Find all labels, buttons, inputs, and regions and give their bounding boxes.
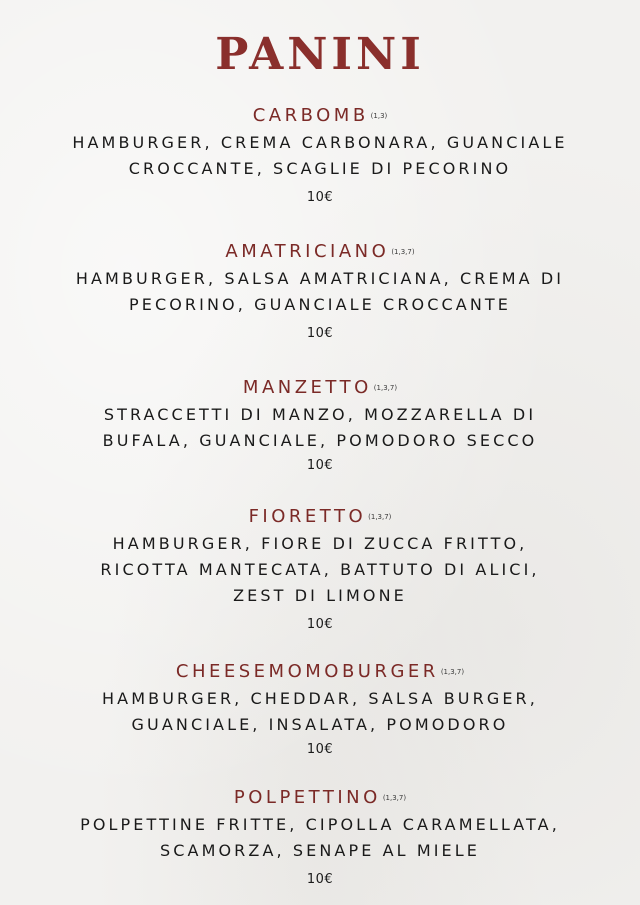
menu-item-amatriciano (0, 240, 640, 341)
item-price: 10€ (306, 617, 334, 632)
item-description-line: SCAMORZA, SENAPE AL MIELE (160, 841, 480, 860)
item-allergens: (1,3,7) (391, 248, 415, 256)
item-description (20, 531, 620, 609)
item-description-line: RICOTTA MANTECATA, BATTUTO DI ALICI, (100, 560, 540, 579)
item-name: CHEESEMOMOBURGER (175, 661, 439, 682)
item-description (20, 402, 620, 454)
item-price: 10€ (306, 458, 334, 473)
item-allergens: (1,3,7) (368, 513, 392, 521)
item-description-line: HAMBURGER, CHEDDAR, SALSA BURGER, (102, 689, 538, 708)
item-description-line: GUANCIALE, INSALATA, POMODORO (131, 715, 509, 734)
item-allergens: (1,3,7) (373, 384, 398, 392)
item-description (20, 686, 620, 738)
item-name: FIORETTO (248, 506, 367, 527)
item-allergens: (1,3) (370, 112, 388, 120)
item-description (20, 812, 620, 864)
item-name-row (0, 505, 640, 529)
item-price: 10€ (306, 742, 334, 757)
menu-item-polpettino (0, 786, 640, 887)
item-name-row (0, 660, 640, 684)
menu-item-cheesemomoburger (0, 660, 640, 757)
item-description-line: CROCCANTE, SCAGLIE DI PECORINO (128, 159, 512, 178)
item-description-line: POLPETTINE FRITTE, CIPOLLA CARAMELLATA, (80, 815, 560, 834)
item-allergens: (1,3,7) (382, 794, 407, 802)
item-description-line: HAMBURGER, FIORE DI ZUCCA FRITTO, (112, 534, 528, 553)
menu-item-fioretto (0, 505, 640, 632)
menu-item-carbomb (0, 104, 640, 205)
item-description-line: HAMBURGER, CREMA CARBONARA, GUANCIALE (72, 133, 568, 152)
item-description (20, 266, 620, 318)
item-name: AMATRICIANO (225, 241, 390, 262)
item-name: CARBOMB (252, 105, 369, 126)
item-description-line: BUFALA, GUANCIALE, POMODORO SECCO (102, 431, 538, 450)
item-description-line: HAMBURGER, SALSA AMATRICIANA, CREMA DI (75, 269, 565, 288)
page-title: PANINI (215, 29, 425, 80)
item-description (20, 130, 620, 182)
item-name-row (0, 240, 640, 264)
item-name: POLPETTINO (233, 787, 381, 808)
item-price: 10€ (306, 326, 334, 341)
item-allergens: (1,3,7) (440, 668, 465, 676)
item-description-line: ZEST DI LIMONE (233, 586, 407, 605)
item-description-line: PECORINO, GUANCIALE CROCCANTE (129, 295, 511, 314)
item-price: 10€ (306, 872, 334, 887)
menu-item-manzetto (0, 376, 640, 473)
item-description-line: STRACCETTI DI MANZO, MOZZARELLA DI (103, 405, 537, 424)
item-name-row (0, 376, 640, 400)
item-price: 10€ (306, 190, 334, 205)
item-name-row (0, 104, 640, 128)
item-name: MANZETTO (242, 377, 372, 398)
item-name-row (0, 786, 640, 810)
